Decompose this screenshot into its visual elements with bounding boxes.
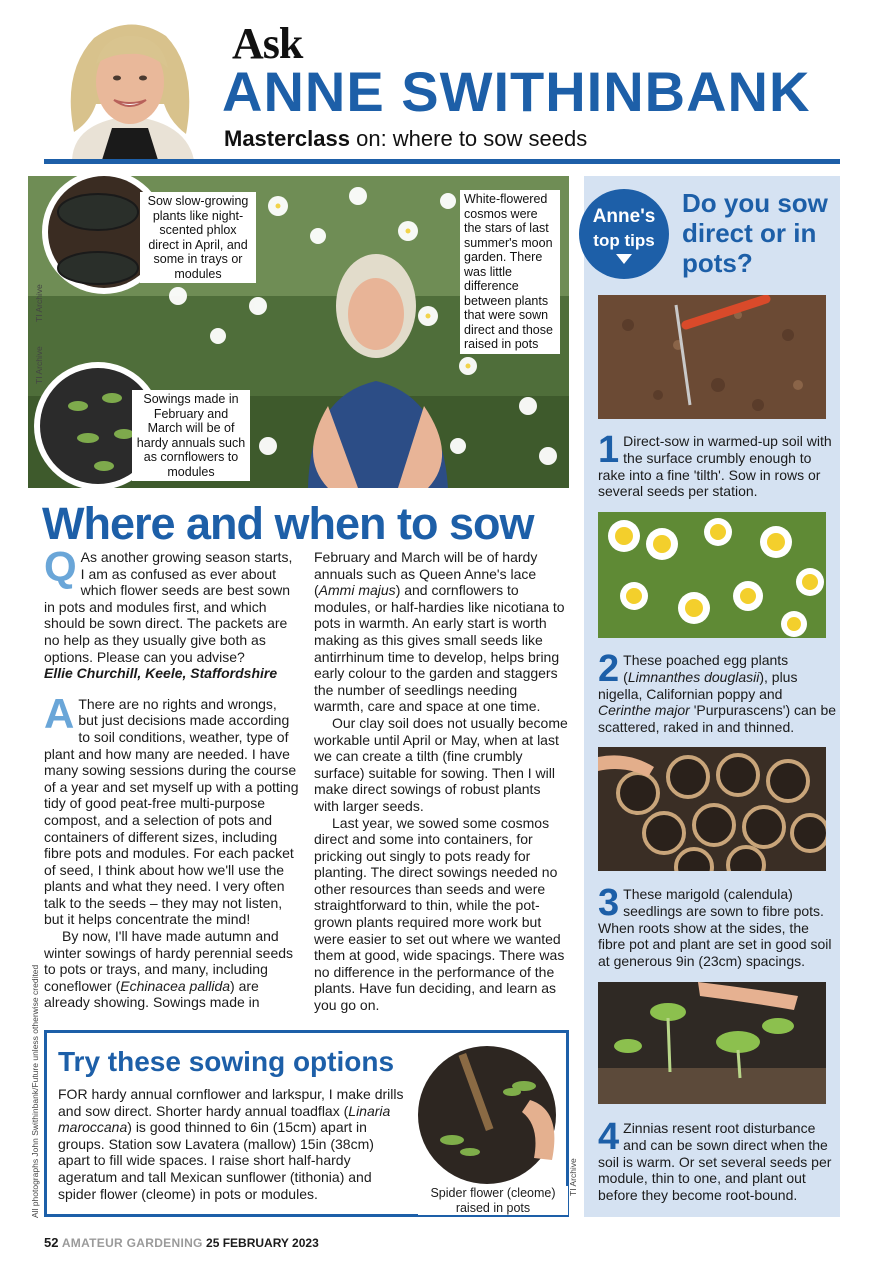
tip-2-photo <box>598 512 826 638</box>
answer-paragraph <box>44 689 300 928</box>
photo-credit-mid: TI Archive <box>34 346 44 384</box>
tip-1-text: Direct-sow in warmed-up soil with the surface crumbly enough to rake into a fine 'tilth'. Sow in rows or several seeds per station. <box>598 433 832 500</box>
badge-line-2: top tips <box>593 231 655 250</box>
reader-signature: Ellie Churchill, Keele, Staffordshire <box>44 665 278 682</box>
columnist-name: ANNE SWITHINBANK <box>222 60 811 123</box>
tip-2: 2 These poached egg plants (Limnanthes douglasii), plus nigella, Californian poppy and Cerinthe major 'Purpurascens') can be scattered, raked in and thinned. <box>598 648 837 736</box>
tip-4-text: Zinnias resent root disturbance and can be sown direct when the soil is warm. Or set several seeds per module, thin to one, and plant out before they become root-bound. <box>598 1120 832 1204</box>
question-dropcap: Q <box>44 543 77 590</box>
magazine-name: AMATEUR GARDENING <box>61 1236 203 1250</box>
question-text: As another growing season starts, I am as confused as ever about which flower seeds are best sown in pots and modules first, and which should be sown direct. The packets are no help as they usually give both as options. Please can you advise? <box>44 549 293 665</box>
masterclass-subtitle <box>224 126 587 152</box>
caption-phlox: Sow slow-growing plants like night-scented phlox direct in April, and some in trays or modules <box>140 192 256 283</box>
issue-date: 25 FEBRUARY 2023 <box>206 1236 319 1250</box>
caption-cosmos: White-flowered cosmos were the stars of last summer's moon garden. There was little difference between plants that were sown direct and those raised in pots <box>460 190 560 354</box>
header-divider <box>44 159 840 164</box>
tip-3-photo <box>598 747 826 871</box>
paragraph-cosmos: Last year, we sowed some cosmos direct and some into containers, for pricking out singly to pots ready for planting. The direct sowings needed no other resources than seeds and were straightforward to thin, while the pot-grown plants required more work but were easier to set out where we wanted them at good, wide spacings. There was no difference in the performance of the plants. Have fun deciding, and learn as you go on. <box>314 814 565 1014</box>
spider-flower-caption: Spider flower (cleome) raised in pots <box>418 1186 568 1215</box>
author-portrait <box>44 12 216 160</box>
ask-word: Ask <box>232 19 303 68</box>
paragraph-autumn-sowings: By now, I'll have made autumn and winter sowings of hardy perennial seeds to pots or trays, and many, including coneflower (Echinacea pallida) are already showing. Sowings made in <box>44 928 294 1011</box>
spider-flower-photo <box>412 1040 562 1190</box>
page-number: 52 <box>44 1235 59 1250</box>
sowing-options-heading: Try these sowing options <box>58 1046 395 1077</box>
answer-dropcap: A <box>44 689 75 737</box>
tip-4-number: 4 <box>598 1116 620 1158</box>
tip-1-photo <box>598 295 826 419</box>
caption-sowings: Sowings made in February and March will be of hardy annuals such as cornflowers to modules <box>132 390 250 481</box>
tip-4 <box>598 1116 838 1204</box>
article-column-2 <box>314 549 568 1014</box>
page-footer <box>44 1236 319 1250</box>
tip-1 <box>598 429 838 500</box>
page-photo-credit: All photographs John Swithinbank/Future unless otherwise credited <box>30 964 40 1218</box>
sidebar-heading: Do you sow direct or in pots? <box>682 188 828 278</box>
tip-3-number: 3 <box>598 882 620 924</box>
tip-3-text: These marigold (calendula) seedlings are sown to fibre pots. When roots show at the sides, the fibre pot and plant are set in good soil at generous 9in (23cm) spacings. <box>598 886 832 970</box>
top-tips-badge <box>578 188 670 280</box>
photo-credit-options: TI Archive <box>568 1158 578 1196</box>
photo-credit-top: TI Archive <box>34 284 44 322</box>
article-heading: Where and when to sow <box>42 498 534 549</box>
paragraph-february-march: February and March will be of hardy annuals such as Queen Anne's lace (Ammi majus) and cornflowers to modules, or half-hardies like nicotiana to pots in warmth. An early start is worth making as this gives small seeds like antirrhinum time to develop, helps bring early colour to the garden and staggers the number of seedlings needing warmth, care and space at one time. <box>314 549 565 715</box>
article-column-1 <box>44 543 300 1011</box>
masterclass-topic: on: where to sow seeds <box>349 126 588 151</box>
paragraph-clay-soil: Our clay soil does not usually become workable until April or May, when at last we can create a tilth (fine crumbly surface) suitable for sowing. Then I will make direct sowings of robust plants with larger seeds. <box>314 714 568 814</box>
tip-4-photo <box>598 982 826 1104</box>
tip-3 <box>598 882 838 970</box>
masterclass-label: Masterclass <box>224 126 350 151</box>
question-paragraph <box>44 543 300 665</box>
badge-line-1: Anne's <box>592 206 656 227</box>
tip-1-number: 1 <box>598 429 620 471</box>
sowing-options-text: FOR hardy annual cornflower and larkspur, I make drills and sow direct. Shorter hardy annual toadflax (Linaria maroccana) is good thinned to 6in (15cm) apart in groups. Station sow Lavatera (mallow) 15in (38cm) apart to fill wide spaces. I raise short half-hardy ageratum and tall Mexican sunflower (tithonia) and spider flower (cleome) in pots or modules. <box>58 1086 404 1202</box>
tip-2-number: 2 <box>598 648 620 690</box>
answer-text: There are no rights and wrongs, but just decisions made according to soil conditions, weather, type of plant and how many are needed. I have many sowing sessions during the course of a year and set myself up with a potting tidy of good peat-free multi-purpose compost, and a selection of pots and containers of different sizes, including fibre pots and modules. For each packet of seed, I think about how we'll use the plants and what they need. I very often talk to the seeds – they may not listen, but it helps concentrate the mind! <box>44 695 299 928</box>
